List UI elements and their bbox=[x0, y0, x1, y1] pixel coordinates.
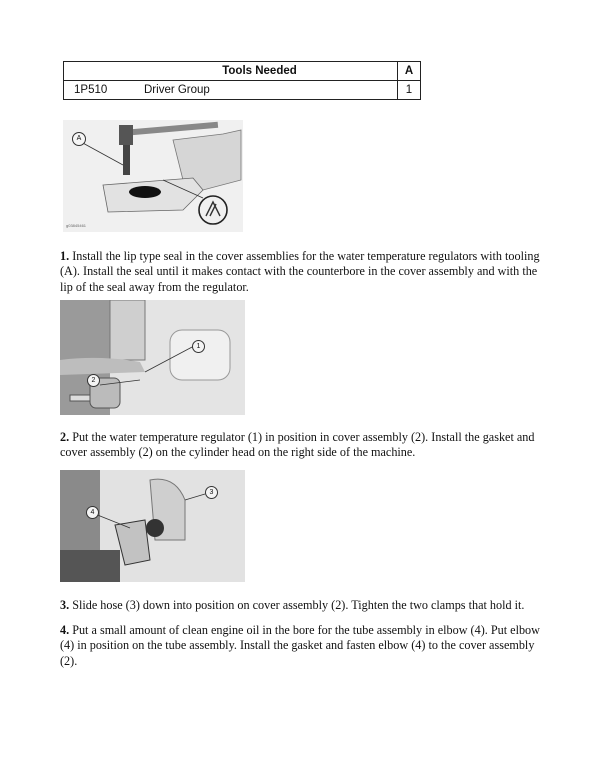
tools-table-column-a: A bbox=[397, 62, 420, 80]
figure-hose-elbow bbox=[60, 470, 245, 582]
tools-table-title: Tools Needed bbox=[222, 65, 297, 77]
figure-seal-installation bbox=[63, 120, 243, 232]
part-number: 1P510 bbox=[74, 84, 108, 96]
callout-a: A bbox=[72, 132, 86, 146]
part-quantity: 1 bbox=[397, 81, 420, 99]
figure-regulator-position bbox=[60, 300, 245, 415]
step-number: 4. bbox=[60, 623, 70, 637]
tools-needed-table bbox=[63, 61, 421, 100]
step-number: 2. bbox=[60, 430, 70, 444]
step-text: Put a small amount of clean engine oil in the bore for the tube assembly in elbow (4). Put elbow (4) in position on the tube assembly. Install the gasket and fasten elbow (4) to the cover assembly (2). bbox=[60, 623, 540, 668]
callout-1: 1 bbox=[192, 340, 205, 353]
step-2 bbox=[60, 430, 540, 461]
tools-table-header bbox=[64, 62, 420, 80]
regulator-illustration bbox=[60, 300, 245, 415]
step-text: Slide hose (3) down into position on cover assembly (2). Tighten the two clamps that hold it. bbox=[69, 598, 525, 612]
step-4 bbox=[60, 623, 540, 669]
callout-4: 4 bbox=[86, 506, 99, 519]
figure-caption: g03845461 bbox=[66, 223, 87, 228]
step-1 bbox=[60, 249, 540, 295]
part-description: Driver Group bbox=[144, 84, 210, 96]
step-3 bbox=[60, 598, 540, 613]
step-text: Install the lip type seal in the cover assemblies for the water temperature regulators with tooling (A). Install the seal until it makes contact with the counterbore in the cover assembly and with the lip of the seal away from the regulator. bbox=[60, 249, 540, 294]
step-number: 1. bbox=[60, 249, 70, 263]
hose-elbow-illustration bbox=[60, 470, 245, 582]
tools-table-row bbox=[64, 80, 420, 99]
step-number: 3. bbox=[60, 598, 70, 612]
callout-2: 2 bbox=[87, 374, 100, 387]
callout-3: 3 bbox=[205, 486, 218, 499]
seal-installation-illustration bbox=[63, 120, 243, 232]
step-text: Put the water temperature regulator (1) in position in cover assembly (2). Install the gasket and cover assembly (2) on the cylinder head on the right side of the machine. bbox=[60, 430, 535, 460]
